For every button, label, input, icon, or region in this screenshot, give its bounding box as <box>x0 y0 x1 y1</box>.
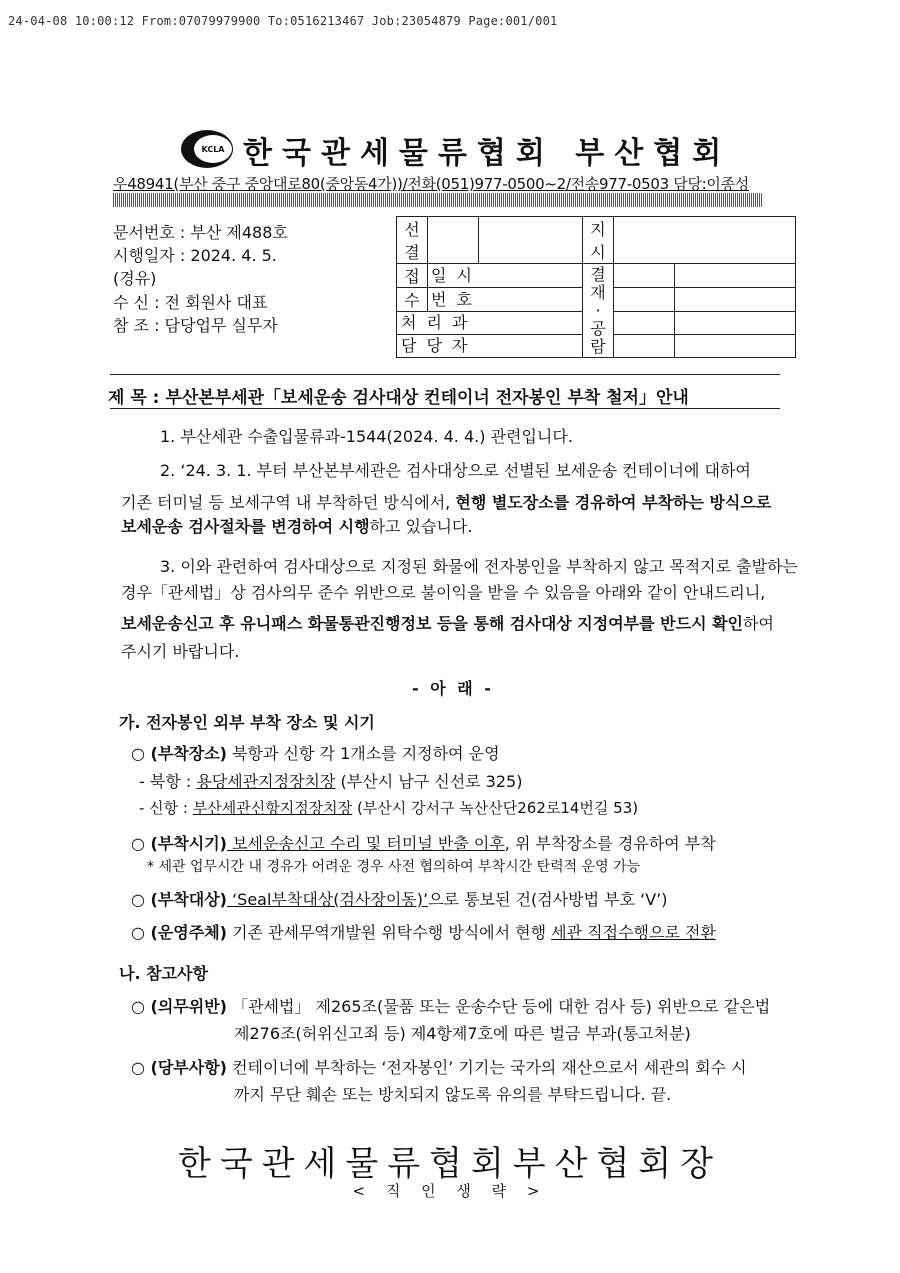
time-item: ○ (부착시기) 보세운송신고 수리 및 터미널 반출 이후, 위 부착장소를 경유하여 부착 <box>131 834 716 853</box>
gj-4: 공 <box>590 318 606 338</box>
target-item: ○ (부착대상) ‘Seal부착대상(검사장이동)’으로 통보된 건(검사방법 부호 ‘V’) <box>131 890 668 909</box>
fax-header: 24-04-08 10:00:12 From:07079979900 To:0516213467 Job:23054879 Page:001/001 <box>8 14 558 28</box>
paragraph-3-line-2: 경우「관세법」상 검사의무 준수 위반으로 불이익을 받을 수 있음을 아래와 같이 안내드리니, <box>121 583 766 602</box>
section-b-title: 나. 참고사항 <box>119 964 208 983</box>
cheorigwa-label: 처리과 <box>397 312 583 335</box>
gyeol-label: 결 <box>404 243 420 262</box>
new-port-item: - 신항 : 부산세관신항지정장치장 (부산시 강서구 녹산산단262로14번길 53) <box>139 799 639 817</box>
gj-2: 재 <box>590 282 606 302</box>
issue-date: 시행일자 : 2024. 4. 5. <box>113 246 277 265</box>
paragraph-3-line-4: 주시기 바랍니다. <box>121 642 240 661</box>
ji-label: 지 <box>590 220 606 239</box>
duty-item-line-2: 제276조(허위신고죄 등) 제4항제7호에 따른 벌금 부과(통고처분) <box>234 1024 691 1043</box>
signature-name: 한국관세물류협회부산협회장 <box>178 1144 722 1184</box>
jeop-label: 접 <box>397 264 428 288</box>
paragraph-3-line-3: 보세운송신고 후 유니패스 화물통관진행정보 등을 통해 검사대상 지정여부를 반드시 확인하여 <box>121 614 774 633</box>
seal-omitted: < 직 인 생 략 > <box>352 1182 548 1200</box>
subject: 제 목 : 부산본부세관「보세운송 검사대상 컨테이너 전자봉인 부착 철저」안내 <box>108 388 689 408</box>
seon-label: 선 <box>404 220 420 239</box>
approval-box <box>396 216 796 358</box>
doc-number: 문서번호 : 부산 제488호 <box>113 223 288 242</box>
recipient: 수 신 : 전 회원사 대표 <box>113 293 268 312</box>
paragraph-2-line-1: 2. ‘24. 3. 1. 부터 부산본부세관은 검사대상으로 선별된 보세운송 컨테이너에 대하여 <box>160 461 751 480</box>
subject-rule-bottom <box>110 408 780 409</box>
gyeoljae-gongram-cell <box>583 264 614 358</box>
seon-gyeol-cell <box>397 217 428 264</box>
operator-item: ○ (운영주체) 기존 관세무역개발원 위탁수행 방식에서 현행 세관 직접수행으로 전환 <box>131 923 716 942</box>
ji-si-cell <box>583 217 614 264</box>
via: (경유) <box>113 269 157 288</box>
section-a-title: 가. 전자봉인 외부 부착 장소 및 시기 <box>119 713 375 732</box>
beonho-label: 번호 <box>428 288 583 312</box>
duty-item-line-1: ○ (의무위반) 「관세법」 제265조(물품 또는 운송수단 등에 대한 검사 등) 위반으로 같은법 <box>131 997 771 1016</box>
paragraph-3-line-1: 3. 이와 관련하여 검사대상으로 지정된 화물에 전자봉인을 부착하지 않고 목적지로 출발하는 <box>160 557 798 576</box>
north-port-item: - 북항 : 용당세관지정장치장 (부산시 남구 신선로 325) <box>139 772 523 791</box>
si-label: 시 <box>590 243 606 262</box>
paragraph-2-line-3: 보세운송 검사절차를 변경하여 시행하고 있습니다. <box>121 517 473 536</box>
org-address: 우48941(부산 중구 중앙대로80(중앙동4가))/전화(051)977-0500~2/전송977-0503 담당:이종성 <box>113 175 749 193</box>
below-marker: - 아 래 - <box>412 679 494 698</box>
paragraph-1: 1. 부산세관 수출입물류과-1544(2024. 4. 4.) 관련입니다. <box>160 427 573 446</box>
gj-3: · <box>595 300 601 320</box>
request-item-line-1: ○ (당부사항) 컨테이너에 부착하는 ‘전자봉인’ 기기는 국가의 재산으로서 세관의 회수 시 <box>131 1058 747 1077</box>
reference: 참 조 : 담당업무 실무자 <box>113 316 278 335</box>
request-item-line-2: 까지 무단 훼손 또는 방치되지 않도록 유의를 부탁드립니다. 끝. <box>234 1085 672 1104</box>
org-title: 한국관세물류협회 부산협회 <box>243 136 732 171</box>
gj-5: 람 <box>590 336 606 356</box>
logo-text: KCLA <box>201 145 225 154</box>
time-note: * 세관 업무시간 내 경유가 어려운 경우 사전 협의하여 부착시간 탄력적 운영 가능 <box>147 859 641 875</box>
kcla-logo <box>180 128 234 170</box>
damdangja-label: 담당자 <box>397 335 583 358</box>
paragraph-2-line-2: 기존 터미널 등 보세구역 내 부착하던 방식에서, 현행 별도장소를 경유하여 부착하는 방식으로 <box>121 493 772 512</box>
gj-1: 결 <box>590 264 606 284</box>
subject-rule-top <box>110 374 780 375</box>
su-label: 수 <box>397 288 428 312</box>
ilsi-label: 일시 <box>428 264 583 288</box>
place-item: ○ (부착장소) 북항과 신항 각 1개소를 지정하여 운영 <box>131 744 500 763</box>
header-divider <box>113 193 763 207</box>
